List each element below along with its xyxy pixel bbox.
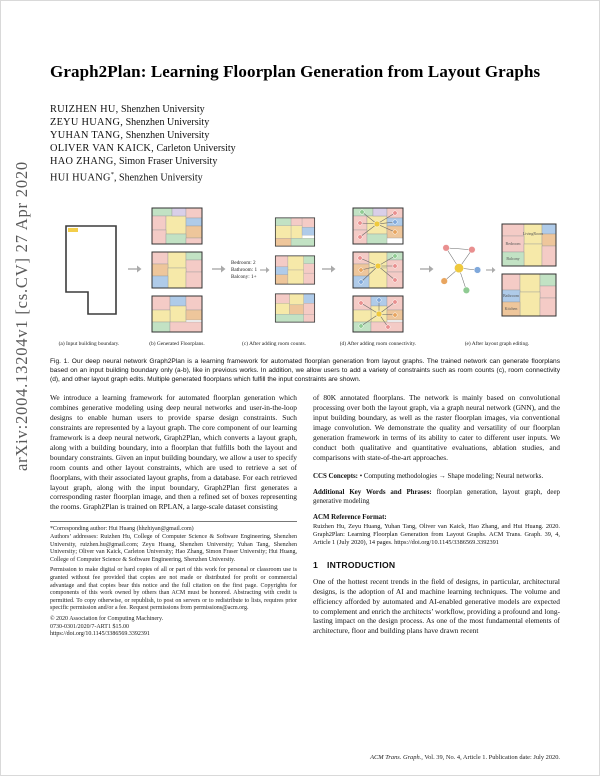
constraint-line: Bedroom: 2	[230, 259, 256, 266]
layout-graph-icon	[435, 238, 483, 302]
figure-subcaption-b: (b) Generated Floorplans.	[149, 340, 205, 347]
doi-link[interactable]: https://doi.org/10.1145/3386569.3392391	[394, 539, 499, 547]
room-label: LivingRoom	[522, 231, 544, 237]
floorplan-with-graph	[350, 206, 406, 246]
author-name: HAO ZHANG,	[50, 156, 117, 168]
author-name: HUI HUANG	[50, 172, 111, 184]
figure-panel-e	[434, 200, 560, 350]
author-list	[50, 103, 560, 185]
arrow-right-icon	[486, 266, 496, 274]
arrow-right-icon	[260, 266, 270, 274]
section-heading-introduction: 1 INTRODUCTION	[313, 560, 396, 571]
constraint-line: Bathroom: 1	[230, 266, 258, 273]
author-line	[50, 168, 560, 185]
footnote-corresponding: *Corresponding author: Hui Huang (hhzhiyan@gmail.com)	[50, 526, 194, 533]
footer-citation: Vol. 39, No. 4, Article 1. Publication date: July 2020.	[422, 754, 560, 761]
figure-caption: Fig. 1. Our deep neural network Graph2Plan is a learning framework for automated floorplan generation from layout graphs. The trained network can generate floorplans based on an input building boundary only (a-b), like in previous works. In addition, we allow users to add a variety of constraints such as room counts (c), room connectivity (d), and other layout graph edits. Multiple generated floorplans which fulfill the input constraints are shown.	[50, 357, 560, 384]
author-affiliation: , Shenzhen University	[114, 172, 203, 184]
author-name: YUHAN TANG,	[50, 130, 124, 142]
ccs-label: CCS Concepts:	[313, 472, 358, 480]
constraint-annotation	[231, 260, 257, 281]
figure-panel-b	[142, 200, 212, 350]
author-affiliation: Shenzhen University	[123, 117, 210, 129]
ccs-body: • Computing methodologies → Shape modeling; Neural networks.	[359, 472, 544, 480]
author-line	[50, 103, 560, 116]
figure-subcaption-e: (e) After layout graph editing.	[464, 340, 530, 347]
building-boundary-icon	[54, 220, 124, 320]
figure-subcaption-a: (a) Input building boundary.	[58, 340, 120, 347]
figure-subcaption-c: (c) After adding room counts.	[242, 340, 306, 347]
figure-panel-d	[336, 200, 420, 350]
arrow-right-icon	[420, 264, 434, 274]
arrow-right-icon	[322, 264, 336, 274]
author-name: OLIVER VAN KAICK,	[50, 143, 154, 155]
author-name: RUIZHEN HU,	[50, 104, 119, 115]
ccs-concepts	[313, 472, 560, 481]
arxiv-stamp: arXiv:2004.13204v1 [cs.CV] 27 Apr 2020	[12, 161, 31, 471]
floorplan-thumbnail	[149, 206, 205, 246]
author-line	[50, 142, 560, 155]
paper-body	[50, 0, 560, 639]
floorplan-thumbnail	[149, 294, 205, 334]
figure-panel-c	[226, 200, 322, 350]
floorplan-with-graph	[350, 294, 406, 334]
floorplan-thumbnail	[149, 250, 205, 290]
footnote-doi-link[interactable]: https://doi.org/10.1145/3386569.3392391	[50, 631, 150, 638]
arrow-right-icon	[128, 264, 142, 274]
abstract-left: We introduce a learning framework for automated floorplan generation which combines generative modeling using deep neural networks and user-in-the-loop designs to enable human users to provide sparse design constraints. Such constraints are represented by a layout graph. The core component of our learning framework is a deep neural network, Graph2Plan, which converts a layout graph, along with a building boundary, into a floorplan that fulfills both the layout and boundary constraints. Given an input building boundary, we allow a user to specify room counts and other layout constraints, which are used to retrieve a set of floorplans, with their associated layout graphs, from a database. For each retrieved layout graph, along with the input boundary, Graph2Plan first generates a corresponding raster floorplan image, and then a refined set of boxes representing the rooms. Graph2Plan is trained on RPLAN, a large-scale dataset consisting	[50, 393, 297, 512]
acm-reference-label: ACM Reference Format:	[313, 514, 387, 522]
floorplan-thumbnail	[499, 272, 559, 318]
keywords-label: Additional Key Words and Phrases:	[313, 488, 432, 496]
paper-title: Graph2Plan: Learning Floorplan Generation from Layout Graphs	[50, 62, 541, 81]
keywords	[313, 488, 560, 507]
author-affiliation: Shenzhen University	[118, 104, 205, 115]
floorplan-thumbnail	[499, 222, 559, 268]
constraint-line: Balcony: 1+	[230, 273, 257, 280]
floorplan-thumbnail	[273, 253, 317, 287]
author-line	[50, 129, 560, 142]
footnote-addresses: Authors’ addresses: Ruizhen Hu, College of Computer Science & Software Engineering, Shenzhen University, ruizhen.hu@gmail.com; Zeyu Huang, Shenzhen University; Yuhan Tang, Shenzhen University; Oliver van Kaick, Carleton University; Hao Zhang, Simon Fraser University; Hui Huang, College of Computer Science & Software Engineering, Shenzhen University.	[50, 533, 297, 563]
floorplan-with-graph	[350, 250, 406, 290]
figure-panel-a	[50, 200, 128, 350]
footnote-permission: Permission to make digital or hard copies of all or part of this work for personal or classroom use is granted without fee provided that copies are not made or distributed for profit or commercial advantage and that copies bear this notice and the full citation on the first page. Copyrights for components of this work owned by others than ACM must be honored. Abstracting with credit is permitted. To copy otherwise, or republish, to post on servers or to redistribute to lists, requires prior specific permission and/or a fee. Request permissions from permissions@acm.org.	[50, 567, 297, 612]
right-column	[313, 393, 560, 639]
author-line	[50, 116, 560, 129]
footnote-block	[50, 521, 297, 639]
abstract-right: of 80K annotated floorplans. The network is mainly based on convolutional processing over both the layout graph, via a graph neural network (GNN), and the input building boundary, as well as the raster floorplan images, via conventional image convolution. We demonstrate the quality and versatility of our floorplan generation framework in terms of its ability to cater to different user inputs. We conduct both qualitative and quantitative evaluations, ablation studies, and comparisons with state-of-the-art approaches.	[313, 393, 560, 462]
room-label: Bathroom	[503, 293, 519, 299]
page-footer	[370, 754, 560, 761]
body-columns	[50, 393, 560, 639]
figure-panels-row	[50, 200, 560, 350]
left-column	[50, 393, 297, 639]
footnote-issn: 0730-0301/2020/7-ART1 $15.00	[50, 623, 129, 630]
footnote-copyright: © 2020 Association for Computing Machinery.	[50, 616, 164, 623]
author-name: ZEYU HUANG,	[50, 117, 124, 129]
keywords-body: floorplan generation, layout graph, deep generative modeling	[313, 488, 560, 506]
author-line	[50, 155, 560, 168]
corresponding-author-marker: *	[110, 171, 115, 179]
author-affiliation: Shenzhen University	[123, 130, 210, 142]
intro-paragraph: One of the hottest recent trends in the field of designs, in particular, architectural designs, is the adoption of AI and machine learning techniques. The volume and efficiency afforded by automated and AI-enabled generative models are expected to complement and enrich the architects’ workflow, providing a profound and long-lasting impact on the design process. As one of the most fundamental elements of architecture, floor and building plans have drawn recent	[313, 576, 560, 636]
entrance-door-icon	[68, 228, 78, 232]
footer-journal: ACM Trans. Graph.,	[370, 754, 423, 761]
figure-subcaption-d: (d) After adding room connectivity.	[339, 340, 417, 347]
floorplan-thumbnail	[273, 215, 317, 249]
arrow-right-icon	[212, 264, 226, 274]
figure-1	[50, 200, 560, 384]
floorplan-thumbnail	[273, 291, 317, 325]
acm-reference: Ruizhen Hu, Zeyu Huang, Yuhan Tang, Oliver van Kaick, Hao Zhang, and Hui Huang. 2020. Graph2Plan: Learning Floorplan Generation from Layout Graphs. ACM Trans. Graph. 39, 4, Article 1 (July 2020), 14 pages. https://doi.org/10.1145/3386569.3392391	[313, 522, 560, 547]
author-affiliation: Carleton University	[153, 143, 236, 155]
author-affiliation: Simon Fraser University	[116, 156, 218, 168]
room-label: Kitchen	[504, 306, 518, 312]
room-label: Bedroom	[505, 241, 521, 247]
room-label: Balcony	[506, 256, 520, 262]
